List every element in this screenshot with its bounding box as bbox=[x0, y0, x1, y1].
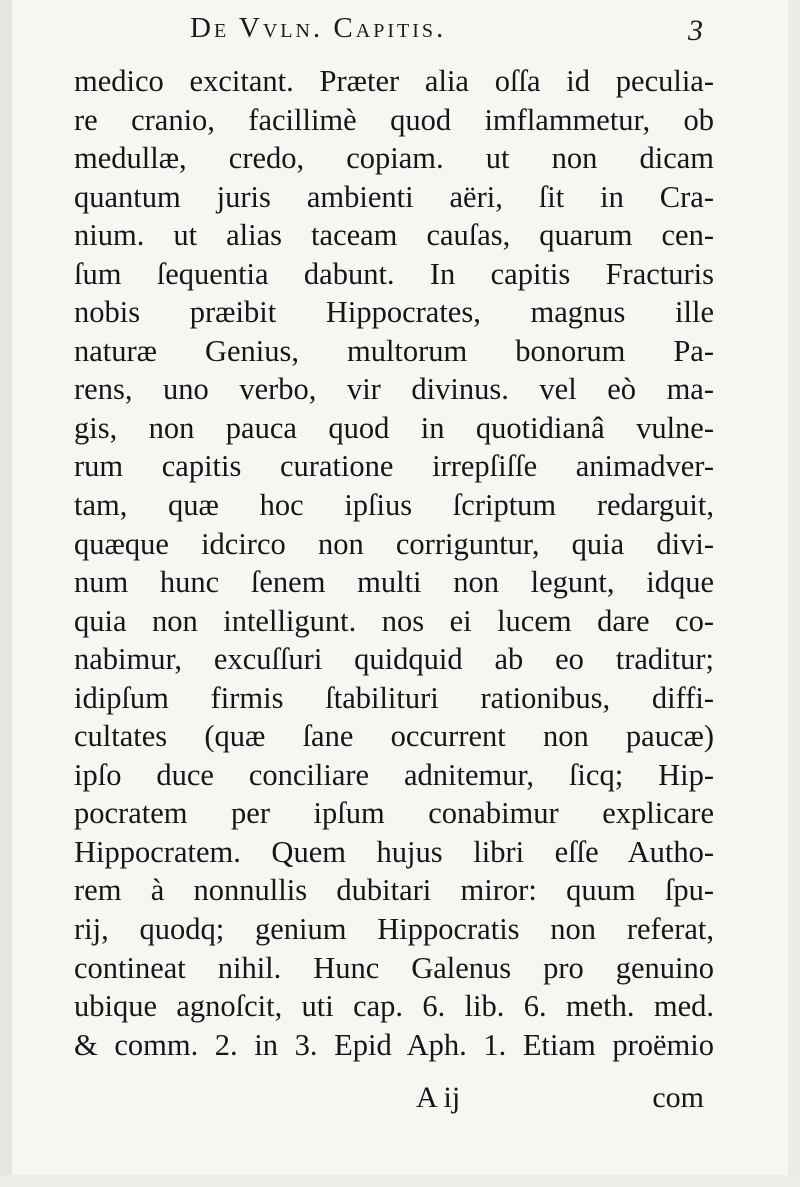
body-text bbox=[74, 62, 714, 1064]
text-line: cultates (quæ ſane occurrent non paucæ) bbox=[74, 719, 714, 754]
running-head: De Vvln. Capitis. bbox=[190, 12, 447, 44]
text-line: ubique agnoſcit, uti cap. 6. lib. 6. meth. med. bbox=[74, 989, 714, 1024]
text-line: contineat nihil. Hunc Galenus pro genuino bbox=[74, 950, 714, 985]
text-line: nobis præibit Hippocrates, magnus ille bbox=[74, 295, 714, 330]
text-line: tam, quæ hoc ipſius ſcriptum redarguit, bbox=[74, 488, 714, 523]
text-line: quantum juris ambienti aëri, ſit in Cra- bbox=[74, 179, 714, 214]
text-line: ipſo duce conciliare adnitemur, ſicq; Hip- bbox=[74, 757, 714, 792]
text-line: Hippocratem. Quem hujus libri eſſe Autho- bbox=[74, 834, 714, 869]
text-line: naturæ Genius, multorum bonorum Pa- bbox=[74, 333, 714, 368]
text-line: ſum ſequentia dabunt. In capitis Fracturis bbox=[74, 256, 714, 291]
text-line: num hunc ſenem multi non legunt, idque bbox=[74, 565, 714, 600]
text-line: pocratem per ipſum conabimur explicare bbox=[74, 796, 714, 831]
text-line: medullæ, credo, copiam. ut non dicam bbox=[74, 141, 714, 176]
catchword: com bbox=[652, 1081, 704, 1114]
text-line: rem à nonnullis dubitari miror: quum ſpu- bbox=[74, 873, 714, 908]
text-line: rij, quodq; genium Hippocratis non referat, bbox=[74, 912, 714, 947]
page-number: 3 bbox=[688, 14, 703, 47]
text-line: quia non intelligunt. nos ei lucem dare co- bbox=[74, 603, 714, 638]
signature-mark: A ij bbox=[416, 1081, 461, 1114]
text-line: & comm. 2. in 3. Epid Aph. 1. Etiam proëmio bbox=[74, 1027, 714, 1062]
text-line: rens, uno verbo, vir divinus. vel eò ma- bbox=[74, 372, 714, 407]
text-line: medico excitant. Præter alia oſſa id peculia- bbox=[74, 64, 714, 98]
text-line: gis, non pauca quod in quotidianâ vulne- bbox=[74, 410, 714, 445]
text-line: rum capitis curatione irrepſiſſe animadver- bbox=[74, 449, 714, 484]
text-line: nabimur, excuſſuri quidquid ab eo traditur; bbox=[74, 642, 714, 677]
text-line: nium. ut alias taceam cauſas, quarum cen- bbox=[74, 218, 714, 253]
page-footer bbox=[74, 1078, 714, 1118]
text-line: idipſum firmis ſtabilituri rationibus, diffi- bbox=[74, 680, 714, 715]
text-line: quæque idcirco non corriguntur, quia divi- bbox=[74, 526, 714, 561]
text-line: re cranio, facillimè quod imflammetur, ob bbox=[74, 102, 714, 137]
